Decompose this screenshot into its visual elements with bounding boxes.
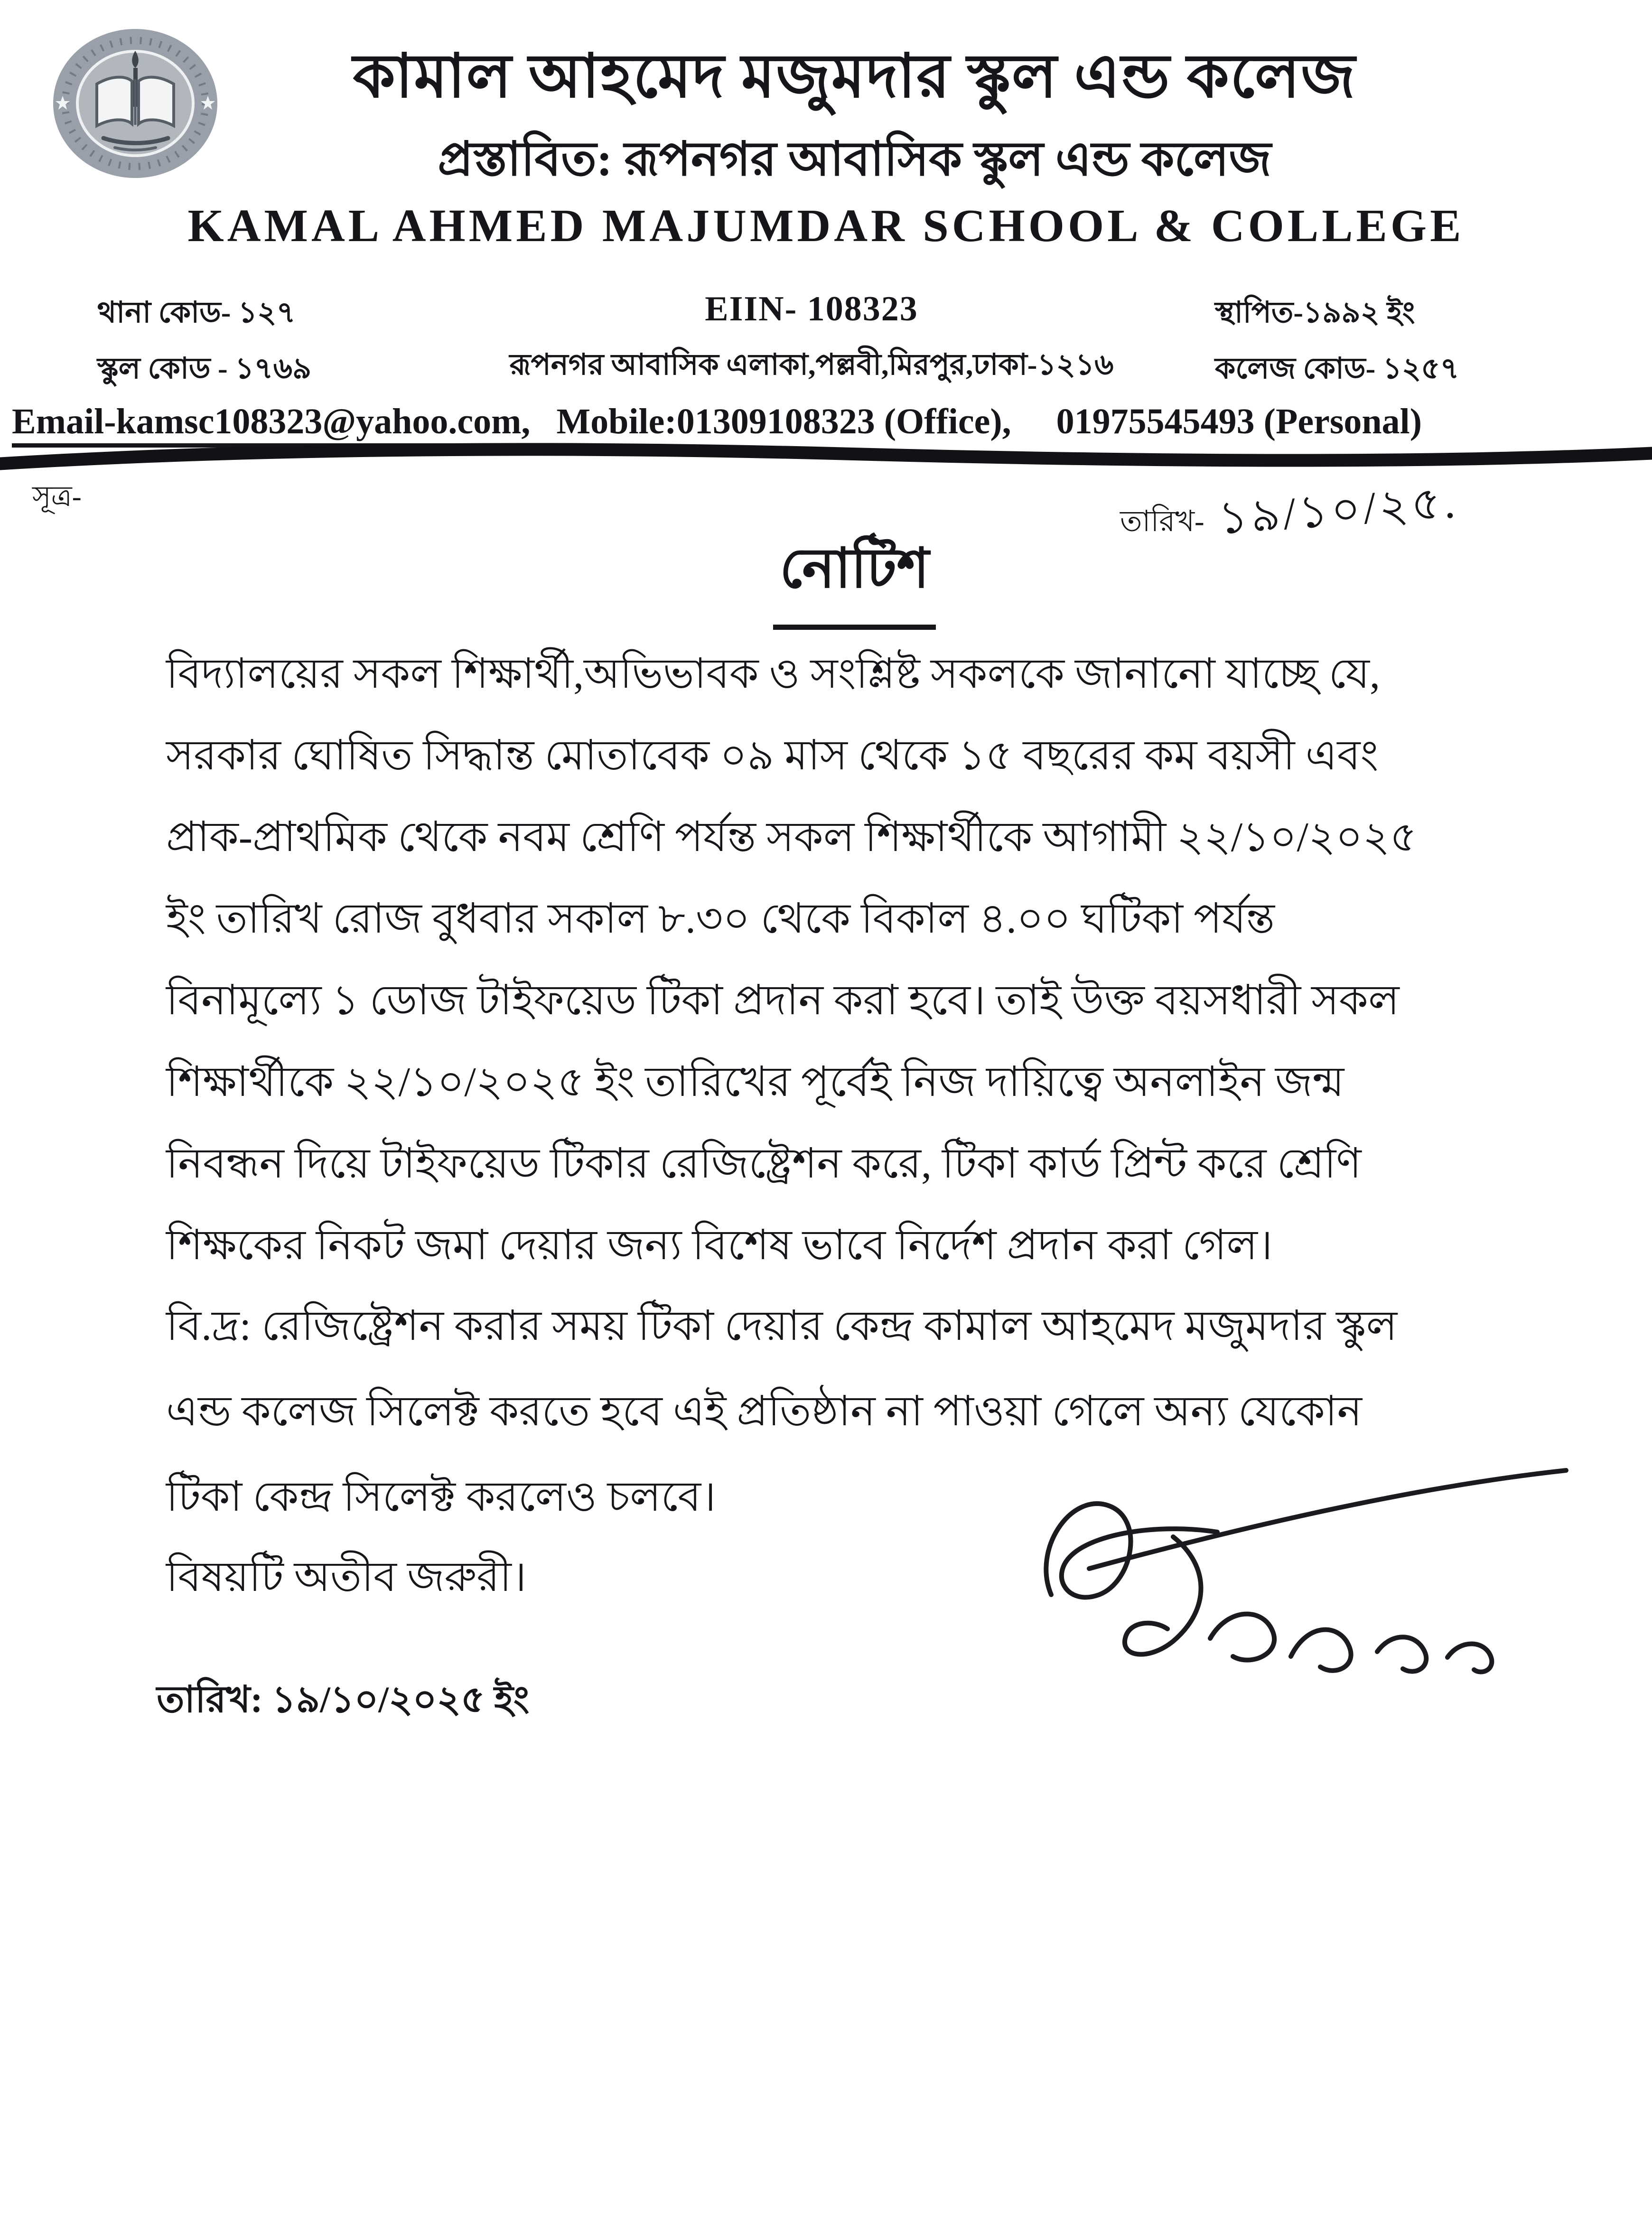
contact-line xyxy=(12,401,1644,442)
college-code: কলেজ কোড- ১২৫৭ xyxy=(1215,353,1459,385)
footer-date: তারিখ: ১৯/১০/২০২৫ ইং xyxy=(157,1679,530,1720)
school-name-english: KAMAL AHMED MAJUMDAR SCHOOL & COLLEGE xyxy=(187,200,1465,252)
body-line: শিক্ষকের নিকট জমা দেয়ার জন্য বিশেষ ভাবে নির্দেশ প্রদান করা গেল। xyxy=(166,1223,1273,1269)
school-code: স্কুল কোড - ১৭৬৯ xyxy=(97,353,312,385)
body-line: নিবন্ধন দিয়ে টাইফয়েড টিকার রেজিষ্ট্রেশন করে, টিকা কার্ড প্রিন্ট করে শ্রেণি xyxy=(166,1141,1362,1187)
body-line: শিক্ষার্থীকে ২২/১০/২০২৫ ইং তারিখের পূর্বেই নিজ দায়িত্বে অনলাইন জন্ম xyxy=(166,1059,1344,1105)
eiin-number: EIIN- 108323 xyxy=(705,290,918,328)
mobile-personal: 01975545493 (Personal) xyxy=(1056,402,1422,441)
established-year: স্থাপিত-১৯৯২ ইং xyxy=(1215,297,1415,329)
principal-signature-icon xyxy=(1006,1452,1585,1699)
body-line: বি.দ্র: রেজিষ্ট্রেশন করার সময় টিকা দেয়ার কেন্দ্র কামাল আহমেদ মজুমদার স্কুল xyxy=(166,1303,1398,1349)
date-label: তারিখ- xyxy=(1120,505,1204,538)
body-line: ইং তারিখ রোজ বুধবার সকাল ৮.৩০ থেকে বিকাল ৪.০০ ঘটিকা পর্যন্ত xyxy=(166,896,1275,942)
codes-right-column xyxy=(1215,285,1459,397)
proposed-name-bengali: প্রস্তাবিত: রূপনগর আবাসিক স্কুল এন্ড কলেজ xyxy=(438,133,1271,186)
body-line: প্রাক-প্রাথমিক থেকে নবম শ্রেণি পর্যন্ত সকল শিক্ষার্থীকে আগামী ২২/১০/২০২৫ xyxy=(166,814,1417,860)
email-address: Email-kamsc108323@yahoo.com, xyxy=(12,402,530,448)
reference-label: সূত্র- xyxy=(32,481,82,512)
codes-center-column xyxy=(427,281,1196,393)
body-line: সরকার ঘোষিত সিদ্ধান্ত মোতাবেক ০৯ মাস থেকে ১৫ বছরের কম বয়সী এবং xyxy=(166,733,1379,779)
body-line: এন্ড কলেজ সিলেক্ট করতে হবে এই প্রতিষ্ঠান না পাওয়া গেলে অন্য যেকোন xyxy=(166,1389,1363,1435)
notice-body-paragraph-1 xyxy=(166,634,1597,1287)
codes-left-column xyxy=(97,285,311,397)
body-line: টিকা কেন্দ্র সিলেক্ট করলেও চলবে। xyxy=(166,1474,716,1520)
mobile-office: Mobile:01309108323 (Office), xyxy=(556,402,1011,441)
body-line: বিদ্যালয়ের সকল শিক্ষার্থী,অভিভাবক ও সংশ্লিষ্ট সকলকে জানানো যাচ্ছে যে, xyxy=(166,651,1381,697)
handwritten-date: ১৯/১০/২৫. xyxy=(1216,476,1459,544)
thana-code: থানা কোড- ১২৭ xyxy=(97,297,296,329)
notice-title: নোটিশ xyxy=(57,526,1652,630)
closing-remark: বিষয়টি অতীব জরুরী। xyxy=(166,1554,527,1600)
school-name-bengali: কামাল আহমেদ মজুমদার স্কুল এন্ড কলেজ xyxy=(353,43,1356,110)
body-line: বিনামূল্যে ১ ডোজ টাইফয়েড টিকা প্রদান করা হবে। তাই উক্ত বয়সধারী সকল xyxy=(166,978,1400,1024)
school-address: রূপনগর আবাসিক এলাকা,পল্লবী,মিরপুর,ঢাকা-১২১৬ xyxy=(509,349,1114,381)
